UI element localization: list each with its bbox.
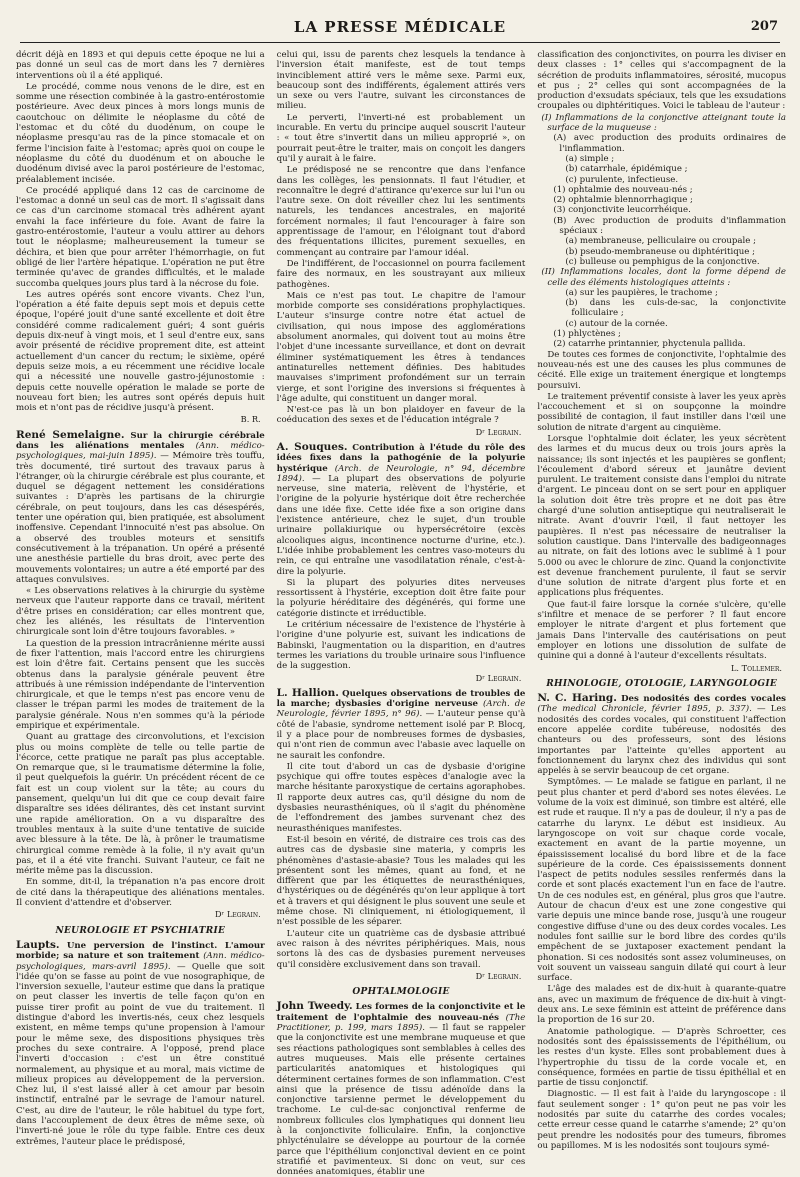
paragraph: « Les observations relatives à la chirurgie du système nerveux que l'auteur rapporte dans ce travail, méritent d'être prises en considération; car elles montrent que, chez les aliénés, les résultats de l'intervention chirurgicale sont loin d'être toujours favorables. » <box>16 586 265 638</box>
classification-list <box>537 113 786 350</box>
article-body: — Les nodosités des cordes vocales, qui constituent l'affection encore appelée cordite tubéreuse, nodosités des chanteurs ou des professeurs, sont des lésions importantes par l'atteinte qu'elles apportent au fonctionnement du larynx chez des individus qui sont appelés à se servir beaucoup de cet organe. <box>537 704 787 777</box>
article-journal: (The medical Chronicle, février 1895, p. 337). <box>537 704 752 715</box>
column-1 <box>16 50 265 1147</box>
list-item: (a) sur les paupières, le trachome ; <box>565 287 718 298</box>
paragraph: Le perverti, l'inverti-né est probablement un incurable. En vertu du principe auquel souscrit l'auteur : « tout être s'invertit dans un milieu approprié », on pourrait peut-être le traiter, mais on conçoit les dangers qu'il y aurait à le faire. <box>276 112 526 164</box>
section-heading: NEUROLOGIE ET PSYCHIATRIE <box>55 925 226 936</box>
article-title: Les formes de la conjonctivite et le traitement de l'ophtalmie des nouveau-nés <box>276 1002 526 1023</box>
article-body: — Mémoire très touffu, très documenté, tiré surtout des travaux parus à l'étranger, où la chirurgie cérébrale est plus courante, et duquel se dégagent nettement les considérations suivantes : D'après les partisans de la chirurgie cérébrale, on peut toujours, dans les cas désespérés, tenter une opération qui, bien pratiquée, est absolument inoffensive. Cependant l'innocuité n'est pas absolue. On a observé des troubles moteurs et sensitifs consécutivement à la trépanation. Un opéré a présenté une anesthésie partielle du bras droit, avec perte des mouvements volontaires; un autre a été emporté par des attaques convulsives. <box>16 451 265 585</box>
paragraph: Mais ce n'est pas tout. Le chapitre de l'amour morbide comporte ses considérations prophylactiques. L'auteur s'insurge contre notre état actuel de civilisation, qui nous impose des agglomérations absolument anormales, qui doivent tout au moins être l'objet d'une incessante surveillance, et dont on devrait éliminer systématiquement les êtres à tendances antinaturelles nettement définies. Des habitudes mauvaises s'impriment profondément sur un terrain vierge, et sont l'origine des inversions si fréquentes à l'âge adulte, qui constituent un danger moral. <box>276 290 526 404</box>
paragraph: Lorsque l'ophtalmie doit éclater, les yeux sécrètent des larmes et du mucus deux ou trois jours après la naissance; ils sont injectés et les paupières se gonflent; l'écoulement d'abord séreux et jaunâtre devient purulent. Le traitement consiste dans l'emploi du nitrate d'argent. Le pinceau dont on se sert pour en appliquer la solution doit être très propre et ne doit pas être chargé d'une solution antiseptique qui neutraliserait le nitrate. Avant d'ouvrir l'œil, il faut nettoyer les paupières. Il n'est pas nécessaire de neutraliser la solution caustique. Dans l'intervalle des badigeonnages au nitrate, on fait des lotions avec le sublimé à 1 pour 5.000 ou avec le chlorure de zinc. Quand la conjonctivite est devenue franchement purulente, il faut se servir d'une solution de nitrate d'argent plus forte et en applications plus fréquentes. <box>537 433 787 599</box>
signature: Dʳ Legrain. <box>475 672 522 683</box>
paragraph: Quant au grattage des circonvolutions, et l'excision plus ou moins complète de telle ou telle partie de l'écorce, cette pratique ne paraît pas plus acceptable. On remarque que, si le traumatisme détermine la folie, il peut quelquefois la guérir. Un précédent récent de ce fait est un coup violent sur la tête; au cours du pansement, quelqu'un lui dit que ce coup devait faire disparaître ses idées délirantes, dès cet instant survint une rapide amélioration. On a vu disparaître des troubles mentaux à la suite d'une tentative de suicide avec blessure à la tête. De là, à prôner le traumatisme chirurgical comme remède à la folie, il n'y avait qu'un pas, et il a été vite franchi. Suivant l'auteur, ce fait ne mérite même pas la discussion. <box>16 732 265 877</box>
paragraph: La question de la pression intracrânienne mérite aussi de fixer l'attention, mais l'accord entre les chirurgiens est loin d'être fait. Certains pensent que les succès obtenus dans la paralysie générale peuvent être attribués à une rémission indépendante de l'intervention chirurgicale, et que le temps n'est pas encore venu de classer le trépan parmi les modes de traitement de la paralysie générale. Nous n'en sommes qu'à la période empirique et expérimentale. <box>16 638 265 731</box>
column-2 <box>276 50 526 1177</box>
paragraph: décrit déjà en 1893 et qui depuis cette époque ne lui a pas donné un seul cas de mort dans les 7 dernières interventions où il a été appliqué. <box>16 50 265 81</box>
article-author: A. Souques. <box>276 440 348 453</box>
article-semelaigne <box>16 430 265 585</box>
article-author: John Tweedy. <box>276 1000 353 1013</box>
article-journal: (Arch. de Neurologie, n° 94, décembre 1894). <box>276 463 526 484</box>
article-author: René Semelaigne. <box>16 428 125 441</box>
article-body: — Il faut se rappeler que la conjonctivite est une membrane muqueuse et que ses réactions pathologiques sont semblables à celles des autres muqueuses. Mais elle présente certaines particularités anatomiques et histologiques qui déterminent certaines formes de son inflammation. C'est ainsi que la présence de tissu adénoïde dans la conjonctive tarsienne permet le développement du trachome. Le cul-de-sac conjonctival renferme de nombreux follicules clos lymphatiques qui donnent lieu à la conjonctivite folliculaire. Enfin, la conjonctive phlycténulaire se développe au pourtour de la cornée parce que l'épithélium conjonctival devient en ce point stratifié et pavimenteux. Si donc on veut, sur ces données anatomiques, établir une <box>276 1023 526 1177</box>
article-hallion <box>277 688 526 761</box>
paragraph: L'auteur cite un quatrième cas de dysbasie attribué avec raison à des névrites périphériques. Mais, nous sortons là des cas de dysbasies purement nerveuses qu'il considère exclusivement dans son travail. <box>276 928 526 970</box>
article-laupts <box>16 940 265 1147</box>
signature: Dʳ Legrain. <box>475 970 522 981</box>
list-item: (2) catarrhe printannier, phyctenula pallida. <box>553 339 746 350</box>
list-item: (II) Inflammations locales, dont la forme dépend de celle des éléments histologiques atteints : <box>541 267 787 288</box>
paragraph: Diagnostic. — Il est fait à l'aide du laryngoscope : il faut seulement songer : 1° qu'on peut ne pas voir les nodosités par suite du catarrhe des cordes vocales; cette erreur cesse quand le catarrhe s'amende; 2° qu'on peut prendre les nodosités pour des tumeurs, fibromes ou papillomes. M is les nodosités sont toujours symé- <box>537 1089 787 1151</box>
signature: B. R. <box>240 414 261 425</box>
list-item: (a) membraneuse, pelliculaire ou croupale ; <box>565 236 757 247</box>
paragraph: Ce procédé appliqué dans 12 cas de carcinome de l'estomac a donné un seul cas de mort. Il s'agissait dans ce cas d'un carcinome stomacal très adhérent ayant envahi la face inférieure du foie. Avant de faire la gastro-entérostomie, l'auteur a voulu attirer au dehors tout le néoplasme; malheureusement la tumeur se déchira, et bien que pour arrêter l'hémorrhagie, on fut obligé de lier l'artère hépatique. L'opération ne put être terminée qu'avec de grandes difficultés, et le malade succomba quelques jours plus tard à la nécrose du foie. <box>16 185 265 289</box>
paragraph: celui qui, issu de parents chez lesquels la tendance à l'inversion était manifeste, est de tout temps invinciblement attiré vers le même sexe. Parmi eux, beaucoup sont des indifférents, également attirés vers un sexe ou vers l'autre, suivant les circonstances de milieu. <box>276 50 526 112</box>
list-item: (1) ophtalmie des nouveau-nés ; <box>553 184 693 195</box>
signature: Dʳ Legrain. <box>475 426 522 437</box>
article-journal: (Ann. médico-psychologiques, mars-avril 1895). <box>16 951 265 972</box>
paragraph: L'âge des malades est de dix-huit à quarante-quatre ans, avec un maximum de fréquence de dix-huit à vingt-deux ans. Le sexe féminin est atteint de préférence dans la proportion de 16 sur 20. <box>537 984 787 1026</box>
paragraph: Si la plupart des polyuries dites nerveuses ressortissent à l'hystérie, exception doit être faite pour la polyurie héréditaire des dégénérés, qui forme une catégorie distincte et irréductible. <box>276 577 526 619</box>
column-3 <box>537 50 787 1151</box>
list-item: (c) autour de la cornée. <box>565 318 668 329</box>
paragraph: Anatomie pathologique. — D'après Schroetter, ces nodosités sont des épaississements de l'épithélium, ou les restes d'un kyste. Elles sont probablement dues à l'hypertrophie du tissu de la corde vocale et, en conséquence, formées en partie de tissu épithélial et en partie de tissu conjonctif. <box>537 1026 787 1089</box>
paragraph: Le critérium nécessaire de l'existence de l'hystérie à l'origine d'une polyurie est, suivant les indications de Babinski, l'augmentation ou la disparition, en d'autres termes les variations du trouble urinaire sous l'influence de la suggestion. <box>276 620 526 672</box>
paragraph: Que faut-il faire lorsque la cornée s'ulcère, qu'elle s'infiltre et menace de se perforer ? Il faut encore employer le nitrate d'argent et plus fortement que jamais Dans l'intervalle des cautérisations on peut employer en lotions une dissolution de sulfate de quinine qui a donné à l'auteur d'excellents résultats. <box>537 599 787 662</box>
article-souques <box>277 442 526 577</box>
article-journal: (Arch. de Neurologie, février 1895, n° 96). <box>276 699 526 720</box>
article-body: — La plupart des observations de polyurie nerveuse, sine materia, relèvent de l'hystérie, et l'origine de la polyurie hystérique doit être recherchée dans une idée fixe. Cette idée fixe a son origine dans l'existence antérieure, chez le sujet, d'un trouble urinaire pollakiurique ou hypersécrétoire (excès alcooliques aigus, incontinence nocturne d'urine, etc.). L'idée inhibe probablement les centres vaso-moteurs du rein, ce qui entraîne une vasodilatation rénale, c'est-à-dire la polyurie. <box>276 473 526 577</box>
paragraph: Est-il besoin en vérité, de distraire ces trois cas des autres cas de dysbasie sine materia, y compris les phénomènes d'astasie-abasie? Tous les malades qui les présentent sont les mêmes, quant au fond, et ne diffèrent que par les étiquettes de neurasthéniques, d'hystériques ou de dégénérés qu'on leur applique à tort et à travers et qui désignent le plus souvent une seule et même chose. Ni cliniquement, ni étiologiquement, il n'est possible de les séparer. <box>276 834 526 928</box>
paragraph: En somme, dit-il, la trépanation n'a pas encore droit de cité dans la thérapeutique des aliénations mentales. Il convient d'attendre et d'observer. <box>16 877 265 909</box>
article-haring <box>537 693 786 776</box>
paragraph: Les autres opérés sont encore vivants. Chez l'un, l'opération a été faite depuis sept mois et depuis cette époque, l'opéré jouit d'une santé excellente et doit être considéré comme radicalement guéri; 4 sont guéris depuis dix-neuf à vingt mois, et 1 seul d'entre eux, sans avoir présenté de récidive proprement dite, est atteint actuellement d'un cancer du rectum; le sixième, opéré depuis seize mois, a eu récemment une récidive locale qui a nécessité une nouvelle gastro-jéjunostomie : depuis cette nouvelle opération le malade se porte de nouveau fort bien; les autres sont opérés depuis huit mois et n'ont pas de récidive jusqu'à présent. <box>16 289 265 414</box>
article-title: Quelques observations de troubles de la marche; dysbasies d'origine nerveuse <box>276 688 526 710</box>
article-journal: (Ann. médico-psychologiques, mai-juin 1895). <box>16 440 265 462</box>
list-item: (b) pseudo-membraneuse ou diphtéritique ; <box>565 246 755 257</box>
list-item: (a) simple ; <box>565 153 615 164</box>
article-body: — Quelle que soit l'idée qu'on se fasse au point de vue nosographique, de l'inversion sexuelle, l'auteur estime que dans la pratique on peut classer les invertis de telle façon qu'on en puisse tirer profit au point de vue du traitement. Il distingue d'abord les invertis-nés, ceux chez lesquels existent, en même temps qu'une propension à l'amour pour le même sexe, des dispositions physiques très proches du sexe contraire. A l'opposé, prend place l'inverti d'occasion : c'est un être constitué normalement, au physique et au moral, mais victime de milieux propices au développement de la perversion. Chez lui, il s'est laissé aller à cet amour par besoin instinctif, entraîné par le sevrage de l'amour naturel. C'est, au dire de l'auteur, le rôle habituel du type fort, dans l'accouplement de deux êtres de même sexe, où l'inverti-né joue le rôle du type faible. Entre ces deux extrêmes, l'auteur place le prédisposé, <box>16 961 265 1147</box>
paragraph: N'est-ce pas là un bon plaidoyer en faveur de la coéducation des sexes et de l'éducation intégrale ? <box>276 405 526 426</box>
article-author: L. Hallion. <box>276 686 339 699</box>
list-item: (b) catarrhale, épidémique ; <box>565 164 688 175</box>
article-title: Des nodosités des cordes vocales <box>621 694 787 705</box>
article-author: N. C. Haring. <box>537 692 617 705</box>
paragraph: Le traitement préventif consiste à laver les yeux après l'accouchement et si on soupçonne la moindre possibilité de contagion, il faut instiller dans l'œil une solution de nitrate d'argent au cinquième. <box>537 391 787 433</box>
list-item: (2) ophtalmie blennorrhagique ; <box>553 195 693 206</box>
paragraph: De l'indifférent, de l'occasionnel on pourra facilement faire des normaux, en les soustrayant aux milieux pathogènes. <box>276 258 526 290</box>
list-item: (c) purulente, infectieuse. <box>565 174 679 185</box>
signature: L. Tollemer. <box>731 662 783 673</box>
paragraph: Il cite tout d'abord un cas de dysbasie d'origine psychique qui offre toutes espèces d'analogie avec la marche hésitante paroxystique de certains agoraphobes. Il rapporte deux autres cas, qu'il désigne du nom de dysbasies neurasthéniques, où il s'agit du phénomène de l'effondrement des jambes survenant chez des neurasthéniques manifestes. <box>276 761 526 834</box>
list-item: (3) conjonctivite leucorrhéique. <box>553 205 691 216</box>
article-title: Sur la chirurgie cérébrale dans les aliénations mentales <box>16 430 265 451</box>
article-author: Laupts. <box>16 938 60 951</box>
list-item: (b) dans les culs-de-sac, la conjonctivite folliculaire ; <box>565 298 787 319</box>
paragraph: Symptômes. — Le malade se fatigue en parlant, il ne peut plus chanter et perd d'abord ses notes élevées. Le volume de la voix est diminué, son timbre est altéré, elle est rude et rauque. Il n'y a pas de douleur, il n'y a pas de catarrhe du larynx. Le début est insidieux. Au laryngoscope on voit sur chaque corde vocale, exactement en avant de la partie moyenne, un épaississement localisé du bord libre et de la face supérieure de la corde. Ces épaississements donnent l'aspect de petits nodules sessiles renfermés dans la corde et sont placés exactement l'un en face de l'autre. Un de ces nodules est, en général, plus gros que l'autre. Autour de chacun d'eux est une zone congestive qui varie depuis une mince bande rose, jusqu'à une rougeur congestive diffuse d'une ou des deux cordes vocales. Les nodules font saillie sur le bord libre des cordes qu'ils empêchent de se juxtaposer exactement pendant la phonation. Si ces nodosités sont assez volumineuses, on voit souvent un vaisseau sanguin dilaté qui court à leur surface. <box>537 777 787 984</box>
paragraph: De toutes ces formes de conjonctivite, l'ophtalmie des nouveau-nés est une des causes les plus communes de cécité. Elle exige un traitement énergique et longtemps poursuivi. <box>537 349 787 391</box>
journal-title: LA PRESSE MÉDICALE <box>293 18 507 36</box>
article-body: — L'auteur pense qu'à côté de l'abasie, syndrome nettement isolé par P. Blocq, il y a place pour de nombreuses formes de dysbasies, qui n'ont rien de commun avec l'abasie avec laquelle on ne saurait les confondre. <box>276 709 526 761</box>
list-item: (A) avec production des produits ordinaires de l'inflammation. <box>553 133 787 154</box>
paragraph: classification des conjonctivites, on pourra les diviser en deux classes : 1° celles qui s'accompagnent de la sécrétion de produits inflammatoires, sérosité, mucopus et pus ; 2° celles qui sont accompagnées de la production d'exsudats spéciaux, tels que les exsudations croupales ou diphtéritiques. Voici le tableau de l'auteur : <box>537 50 787 112</box>
article-tweedy <box>277 1001 526 1177</box>
list-item: (c) bulleuse ou pemphigus de la conjonctive. <box>565 256 760 267</box>
signature: Dʳ Legrain. <box>214 909 261 920</box>
page-header <box>20 14 780 43</box>
list-item: (1) phlyctènes ; <box>553 329 621 340</box>
paragraph: Le prédisposé ne se rencontre que dans l'enfance dans les collèges, les pensionnats. Il faut l'étudier, et reconnaître le degré d'attirance qu'exerce sur lui l'un ou l'autre sexe. On doit réveiller chez lui les sentiments naturels, les tendances ancestrales, en majorité forcément normales; il faut l'encourager à faire son apprentissage de l'amour, en l'éloignant tout d'abord des fréquentations illicites, purement sexuelles, en commençant au contraire par l'amour idéal. <box>276 165 526 258</box>
paragraph: Le procédé, comme nous venons de le dire, est en somme une résection combinée à la gastro-entérostomie postérieure. Avec deux pinces à mors longs munis de caoutchouc on délimite le néoplasme du côté de l'estomac et du côté du duodénum, on coupe le néoplasme presqu'au ras de la pince stomacale et on ferme l'incision faite à l'estomac; après quoi on coupe le néoplasme du côté du duodénum et on abouche le duodénum divisé avec la paroi postérieure de l'estomac, préalablement incisée. <box>16 81 265 185</box>
article-title: Une perversion de l'instinct. L'amour morbide; sa nature et son traitement <box>16 940 265 962</box>
list-item: (I) Inflammations de la conjonctive atteignant toute la surface de la muqueuse : <box>541 112 787 134</box>
columns <box>16 50 787 1177</box>
section-heading: RHINOLOGIE, OTOLOGIE, LARYNGOLOGIE <box>546 678 778 689</box>
section-heading: OPHTALMOLOGIE <box>352 987 450 998</box>
list-item: (B) Avec production de produits d'inflammation spéciaux : <box>553 215 787 237</box>
article-title: Contribution à l'étude du rôle des idées fixes dans la pathogénie de la polyurie hystérique <box>276 442 526 474</box>
page-number: 207 <box>750 19 778 34</box>
article-journal: (The Practitioner, p. 199, mars 1895). <box>276 1012 526 1034</box>
